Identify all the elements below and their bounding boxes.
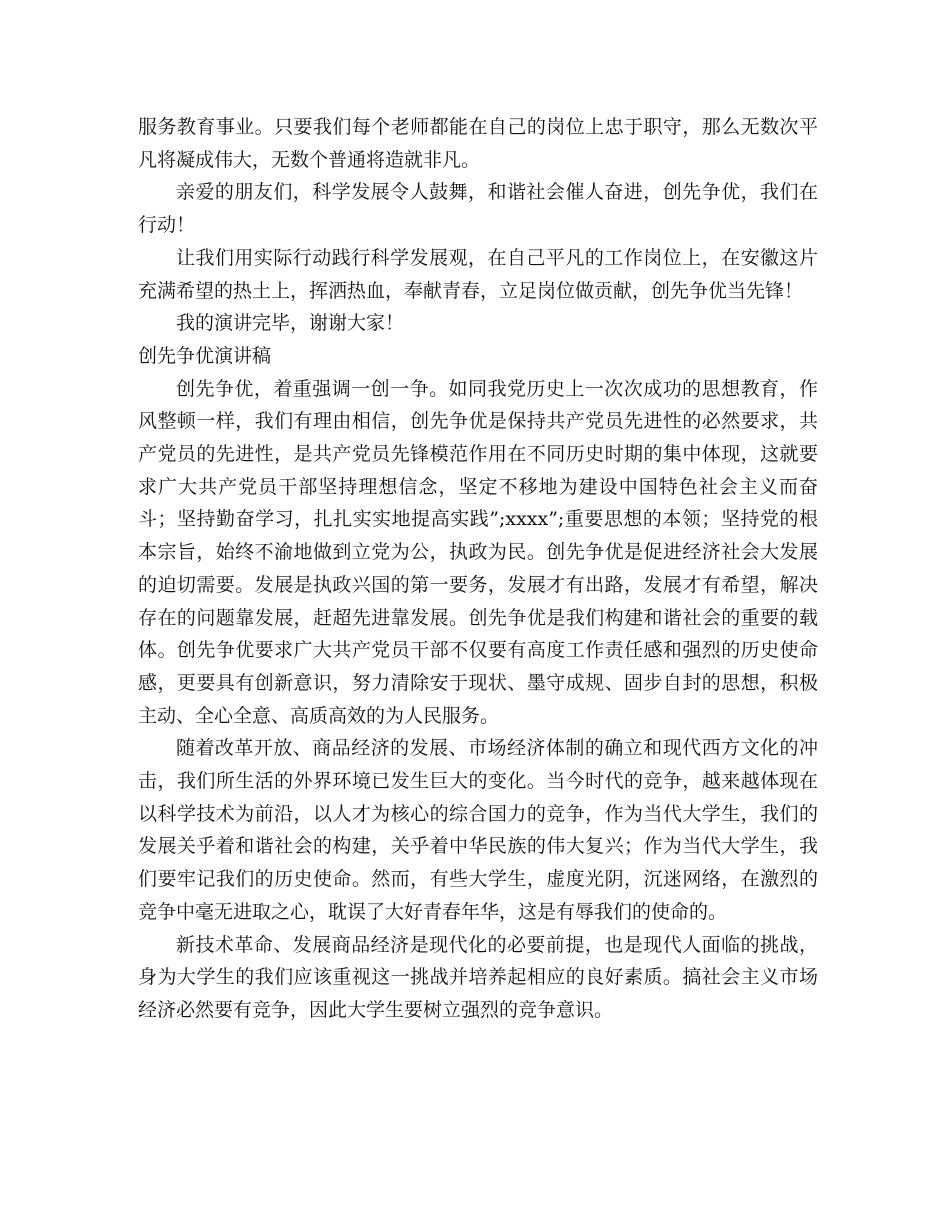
- document-body: [138, 111, 818, 1027]
- paragraph-competition: 新技术革命、发展商品经济是现代化的必要前提，也是现代人面临的挑战，身为大学生的我们应该重视这一挑战并培养起相应的良好素质。搞社会主义市场经济必然要有竞争，因此大学生要树立强烈的竞争意识。: [138, 933, 818, 1021]
- paragraph-closing: 我的演讲完毕，谢谢大家！: [176, 312, 405, 335]
- paragraph-continuation: 服务教育事业。只要我们每个老师都能在自己的岗位上忠于职守，那么无数次平凡将凝成伟大，无数个普通将造就非凡。: [138, 116, 818, 171]
- paragraph-reform: 随着改革开放、商品经济的发展、市场经济体制的确立和现代西方文化的冲击，我们所生活的外界环境已发生巨大的变化。当今时代的竞争，越来越体现在以科学技术为前沿，以人才为核心的综合国力的竞争，作为当代大学生，我们的发展关乎着和谐社会的构建，关乎着中华民族的伟大复兴；作为当代大学生，我们要牢记我们的历史使命。然而，有些大学生，虚度光阴，沉迷网络，在激烈的竞争中毫无进取之心，耽误了大好青春年华，这是有辱我们的使命的。: [138, 737, 818, 923]
- paragraph-practice: 让我们用实际行动践行科学发展观，在自己平凡的工作岗位上，在安徽这片充满希望的热土上，挥洒热血，奉献青春，立足岗位做贡献，创先争优当先锋！: [138, 246, 818, 302]
- section-heading: 创先争优演讲稿: [138, 344, 272, 367]
- paragraph-innovation: 创先争优，着重强调一创一争。如同我党历史上一次次成功的思想教育，作风整顿一样，我们有理由相信，创先争优是保持共产党员先进性的必然要求，共产党员的先进性，是共产党员先锋模范作用在不同历史时期的集中体现，这就要求广大共产党员干部坚持理想信念，坚定不移地为建设中国特色社会主义而奋斗；坚持勤奋学习，扎扎实实地提高实践”;xxxx”;重要思想的本领；坚持党的根本宗旨，始终不渝地做到立党为公，执政为民。创先争优是促进经济社会大发展的迫切需要。发展是执政兴国的第一要务，发展才有出路，发展才有希望，解决存在的问题靠发展，赶超先进靠发展。创先争优是我们构建和谐社会的重要的载体。创先争优要求广大共产党员干部不仅要有高度工作责任感和强烈的历史使命感，更要具有创新意识，努力清除安于现状、墨守成规、固步自封的思想，积极主动、全心全意、高质高效的为人民服务。: [138, 377, 818, 727]
- paragraph-call-to-action: 亲爱的朋友们，科学发展令人鼓舞，和谐社会催人奋进，创先争优，我们在行动！: [138, 181, 818, 237]
